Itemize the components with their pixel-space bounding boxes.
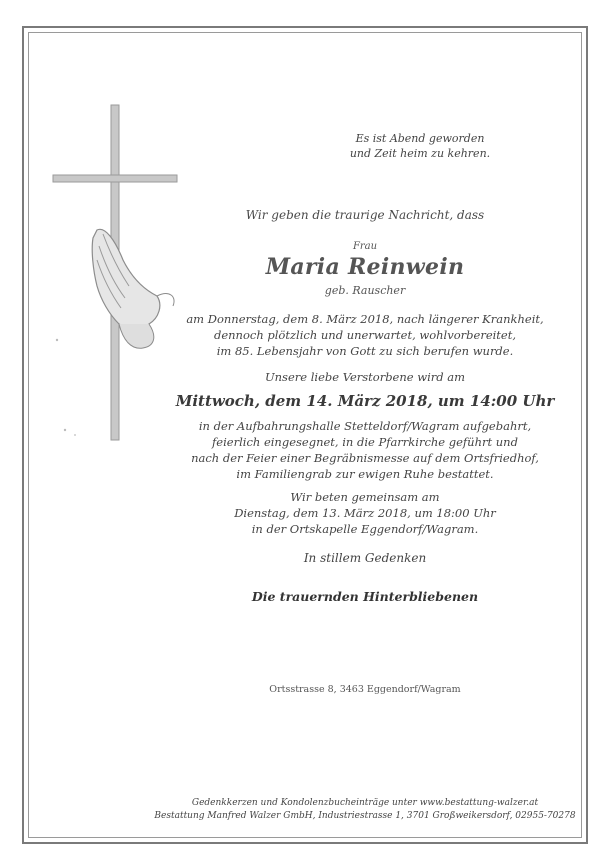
death-notice-line: am Donnerstag, dem 8. März 2018, nach längerer Krankheit, xyxy=(186,312,544,326)
intro-text: Wir geben die traurige Nachricht, dass xyxy=(245,208,485,222)
funeral-details-line: nach der Feier einer Begräbnismesse auf dem Ortsfriedhof, xyxy=(191,451,539,465)
family-address: Ortsstrasse 8, 3463 Eggendorf/Wagram xyxy=(269,684,461,695)
prayer-line: in der Ortskapelle Eggendorf/Wagram. xyxy=(251,522,479,536)
death-notice-line: im 85. Lebensjahr von Gott zu sich berufen wurde. xyxy=(216,344,514,358)
motto-line-1: Es ist Abend geworden xyxy=(355,132,485,145)
funeral-datetime: Mittwoch, dem 14. März 2018, um 14:00 Uhr xyxy=(175,392,555,410)
funeral-details-line: feierlich eingesegnet, in die Pfarrkirche geführt und xyxy=(212,435,518,449)
signature: Die trauernden Hinterbliebenen xyxy=(251,589,479,604)
footer xyxy=(150,797,580,823)
prayer-info xyxy=(150,489,580,537)
death-notice xyxy=(150,311,580,359)
salutation: Frau xyxy=(352,241,378,252)
footer-line: Bestattung Manfred Walzer GmbH, Industriestrasse 1, 3701 Großweikersdorf, 02955-70278 xyxy=(154,811,576,821)
funeral-details-line: in der Aufbahrungshalle Stetteldorf/Wagram aufgebahrt, xyxy=(198,419,532,433)
footer-line: Gedenkkerzen und Kondolenzbucheinträge unter www.bestattung-walzer.at xyxy=(191,798,539,808)
funeral-details xyxy=(150,418,580,482)
deceased-name: Maria Reinwein xyxy=(265,254,465,280)
motto xyxy=(330,131,510,161)
deceased-line: Unsere liebe Verstorbene wird am xyxy=(264,370,466,384)
remembrance: In stillem Gedenken xyxy=(303,551,427,565)
prayer-line: Dienstag, dem 13. März 2018, um 18:00 Uhr xyxy=(234,506,496,520)
prayer-line: Wir beten gemeinsam am xyxy=(290,490,440,504)
funeral-details-line: im Familiengrab zur ewigen Ruhe bestattet. xyxy=(236,467,494,481)
death-notice-line: dennoch plötzlich und unerwartet, wohlvorbereitet, xyxy=(213,328,517,342)
motto-line-2: und Zeit heim zu kehren. xyxy=(349,147,491,160)
birth-name: geb. Rauscher xyxy=(324,284,406,297)
